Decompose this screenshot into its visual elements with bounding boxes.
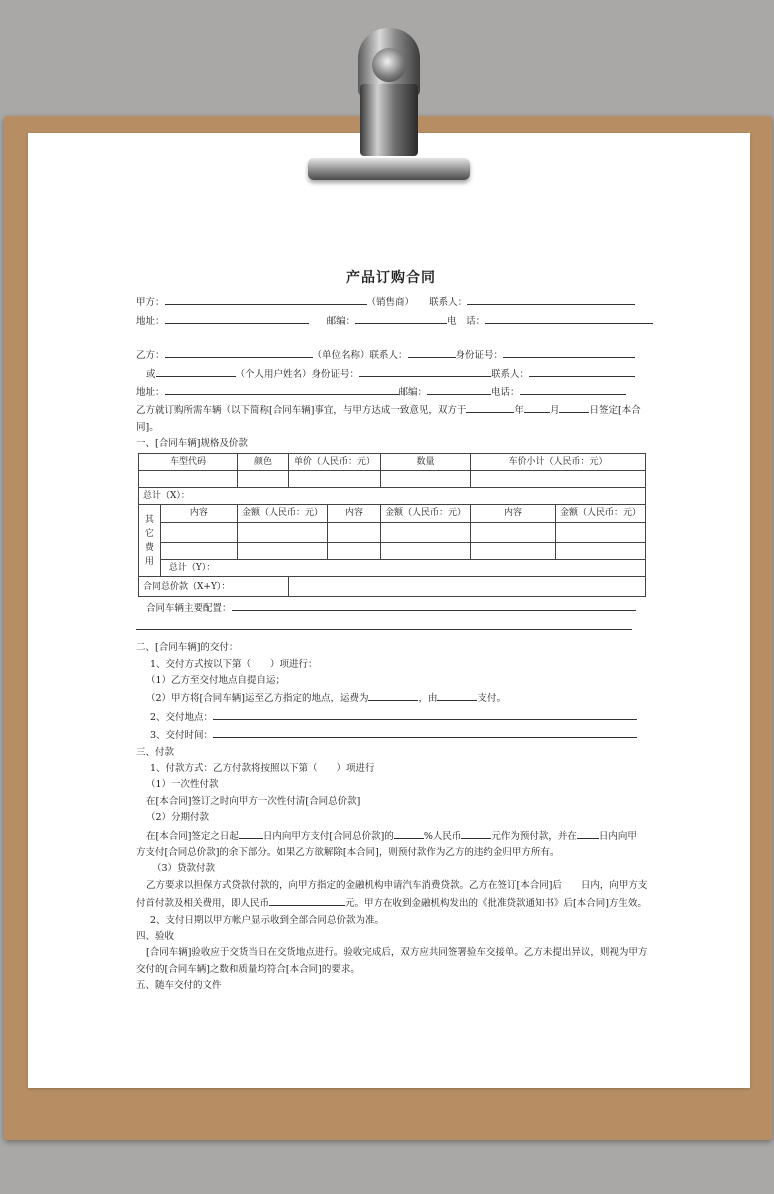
loan-amount-field[interactable] — [269, 894, 345, 906]
section-1-heading: 一、[合同车辆]规格及价款 — [136, 438, 248, 450]
party-a-phone-field[interactable] — [485, 312, 653, 324]
month-label: 月 — [549, 405, 560, 417]
party-a-name-field[interactable] — [165, 293, 367, 305]
fee-cell[interactable] — [555, 522, 645, 542]
party-a-address-field[interactable] — [165, 312, 309, 324]
freight-field[interactable] — [368, 689, 418, 701]
party-b-id-field[interactable] — [503, 346, 635, 358]
total-y-row: 总计（Y）： — [160, 559, 645, 576]
payment-lump-sum-text: 在[本合同]签订之时向甲方一次性付清[合同总价款] — [146, 795, 361, 807]
party-b-label: 乙方： — [136, 350, 165, 362]
party-b-address-line — [136, 383, 646, 401]
party-b-personal-line — [136, 365, 646, 383]
header-content-1: 内容 — [160, 505, 237, 522]
loan-text-3: 元。甲方在收到金融机构发出的《批准贷款通知书》后[本合同]方生效。 — [345, 898, 647, 910]
payment-lump-sum: （1）一次性付款 — [146, 779, 219, 791]
binder-clip — [300, 20, 478, 180]
delivery-place-field[interactable] — [213, 708, 637, 720]
header-amount-1: 金额（人民币：元） — [238, 505, 328, 522]
installment-amount-field[interactable] — [461, 827, 491, 839]
grand-total-label: 合同总价款（X+Y）： — [139, 577, 289, 597]
installment-percent-field[interactable] — [394, 827, 424, 839]
party-a-contact-label: 联系人： — [429, 297, 468, 309]
config-label: 合同车辆主要配置： — [146, 603, 232, 615]
intro-line-2: 同]。 — [136, 421, 159, 433]
config-line — [136, 599, 646, 617]
party-b-zip-label: 邮编： — [398, 387, 428, 399]
fee-cell[interactable] — [327, 522, 380, 542]
payment-loan: （3）贷款付款 — [152, 863, 216, 875]
installment-line-2: 方支付[合同总价款]的余下部分。如果乙方欲解除[本合同]，则预付款作为乙方的违约金归甲方所有。 — [136, 846, 560, 858]
party-b-unit-field[interactable] — [165, 346, 313, 358]
installment-days2-field[interactable] — [577, 827, 599, 839]
fee-cell[interactable] — [380, 522, 470, 542]
cell-color[interactable] — [238, 471, 289, 488]
installment-text-5: 日内向甲 — [598, 830, 637, 842]
party-b-or-label: 或 — [146, 368, 156, 380]
party-a-contact-field[interactable] — [467, 293, 635, 305]
config-field[interactable] — [232, 599, 636, 611]
fee-cell[interactable] — [380, 542, 470, 559]
fee-cell[interactable] — [327, 542, 380, 559]
party-b-unit-label: （单位名称）联系人： — [312, 350, 408, 362]
party-b-personal-id-field[interactable] — [359, 365, 491, 377]
binder-clip-rivet — [372, 48, 406, 82]
binder-clip-base — [308, 158, 470, 180]
sign-day-field[interactable] — [559, 401, 589, 413]
config-field-2[interactable] — [136, 618, 632, 630]
header-content-2: 内容 — [327, 505, 380, 522]
party-a-zip-field[interactable] — [355, 312, 447, 324]
party-a-address-line — [136, 312, 646, 330]
fee-cell[interactable] — [160, 542, 237, 559]
header-subtotal: 车价小计（人民币：元） — [470, 453, 645, 470]
party-b-phone-label: 电话： — [491, 387, 520, 399]
freight-by-label: ，由 — [418, 693, 438, 705]
grand-total-cell[interactable] — [289, 577, 646, 597]
party-b-personal-name-field[interactable] — [156, 365, 236, 377]
intro-line — [136, 401, 646, 419]
header-content-3: 内容 — [470, 505, 555, 522]
cell-subtotal[interactable] — [470, 471, 645, 488]
fee-cell[interactable] — [238, 542, 328, 559]
config-line-2 — [136, 618, 646, 636]
loan-line-2 — [136, 894, 646, 912]
sign-year-field[interactable] — [466, 401, 514, 413]
fee-cell[interactable] — [470, 542, 555, 559]
delivery-option-2-text: （2）甲方将[合同车辆]运至乙方指定的地点，运费为 — [146, 693, 369, 705]
payment-installment: （2）分期付款 — [146, 812, 210, 824]
contract-title: 产品订购合同 — [346, 270, 436, 286]
year-label: 年 — [514, 405, 524, 417]
installment-days-field[interactable] — [239, 827, 263, 839]
delivery-option-1: （1）乙方至交付地点自提自运； — [146, 674, 286, 686]
acceptance-line-1: [合同车辆]验收应于交货当日在交货地点进行。验收完成后，双方应共同签署验车交接单。乙方未提出异议，则视为甲方 — [146, 947, 648, 959]
party-b-contact2-label: 联系人： — [491, 368, 530, 380]
party-b-contact-field[interactable] — [408, 346, 456, 358]
installment-line-1 — [136, 827, 646, 845]
acceptance-line-2: 交付的[合同车辆]之数和质量均符合[本合同]的要求。 — [136, 963, 360, 975]
party-b-address-label: 地址： — [136, 387, 165, 399]
party-a-phone-label: 电 话： — [447, 315, 486, 327]
header-amount-2: 金额（人民币：元） — [380, 505, 470, 522]
fee-cell[interactable] — [555, 542, 645, 559]
delivery-time-label: 3、交付时间： — [150, 730, 214, 742]
party-a-label: 甲方： — [136, 297, 165, 309]
party-b-id-label: 身份证号： — [455, 350, 504, 362]
other-fee-label: 其它费用 — [139, 505, 161, 577]
installment-text-3: %人民币 — [423, 830, 462, 842]
delivery-method: 1、交付方式按以下第（ ）项进行： — [150, 658, 318, 670]
header-amount-3: 金额（人民币：元） — [555, 505, 645, 522]
contract-document — [136, 270, 646, 995]
loan-text-2: 付首付款及相关费用，即人民币 — [136, 898, 270, 910]
total-x-row: 总计（X）： — [139, 488, 646, 505]
party-b-personal-label: （个人用户姓名）身份证号： — [235, 368, 360, 380]
freight-payer-field[interactable] — [437, 689, 477, 701]
party-b-line — [136, 346, 646, 364]
header-qty: 数量 — [380, 453, 470, 470]
fee-cell[interactable] — [238, 522, 328, 542]
sign-month-field[interactable] — [524, 401, 550, 413]
cell-model[interactable] — [139, 471, 238, 488]
fee-cell[interactable] — [160, 522, 237, 542]
cell-price[interactable] — [289, 471, 381, 488]
vehicle-price-table — [138, 453, 646, 598]
party-b-phone-field[interactable] — [520, 383, 626, 395]
party-a-role: （销售商） — [366, 297, 415, 309]
binder-clip-body — [360, 84, 418, 156]
installment-text-4: 元作为预付款，并在 — [491, 830, 577, 842]
cell-qty[interactable] — [380, 471, 470, 488]
intro-text: 乙方就订购所需车辆（以下简称[合同车辆]事宜，与甲方达成一致意见，双方于 — [136, 405, 467, 417]
payment-method: 1、付款方式：乙方付款将按照以下第（ ）项进行 — [150, 762, 375, 774]
delivery-time-field[interactable] — [213, 726, 637, 738]
party-b-contact2-field[interactable] — [529, 365, 635, 377]
installment-text-1: 在[本合同]签定之日起 — [146, 830, 239, 842]
party-a-zip-label: 邮编： — [326, 315, 356, 327]
installment-text-2: 日内向甲方支付[合同总价款]的 — [262, 830, 394, 842]
fee-cell[interactable] — [470, 522, 555, 542]
section-4-heading: 四、验收 — [136, 931, 175, 942]
header-color: 颜色 — [238, 453, 289, 470]
party-a-address-label: 地址： — [136, 315, 165, 327]
header-price: 单价（人民币：元） — [289, 453, 381, 470]
header-model: 车型代码 — [139, 453, 238, 470]
party-b-address-field[interactable] — [165, 383, 399, 395]
delivery-place-label: 2、交付地点： — [150, 711, 214, 723]
day-label: 日签定[本合 — [589, 405, 641, 417]
freight-pay-label: 支付。 — [477, 693, 506, 705]
delivery-place — [136, 708, 646, 726]
delivery-option-2 — [136, 689, 646, 707]
party-b-zip-field[interactable] — [427, 383, 491, 395]
section-3-heading: 三、付款 — [136, 746, 175, 758]
party-a-line — [136, 293, 646, 311]
delivery-time — [136, 726, 646, 744]
payment-date: 2、支付日期以甲方帐户显示收到全部合同总价款为准。 — [150, 914, 385, 926]
section-2-heading: 二、[合同车辆]的交付： — [136, 642, 239, 654]
loan-line-1: 乙方要求以担保方式贷款付款的，向甲方指定的金融机构申请汽车消费贷款。乙方在签订[本合同]后 日内，向甲方支 — [146, 879, 648, 891]
section-5-heading: 五、随车交付的文件 — [136, 980, 222, 992]
